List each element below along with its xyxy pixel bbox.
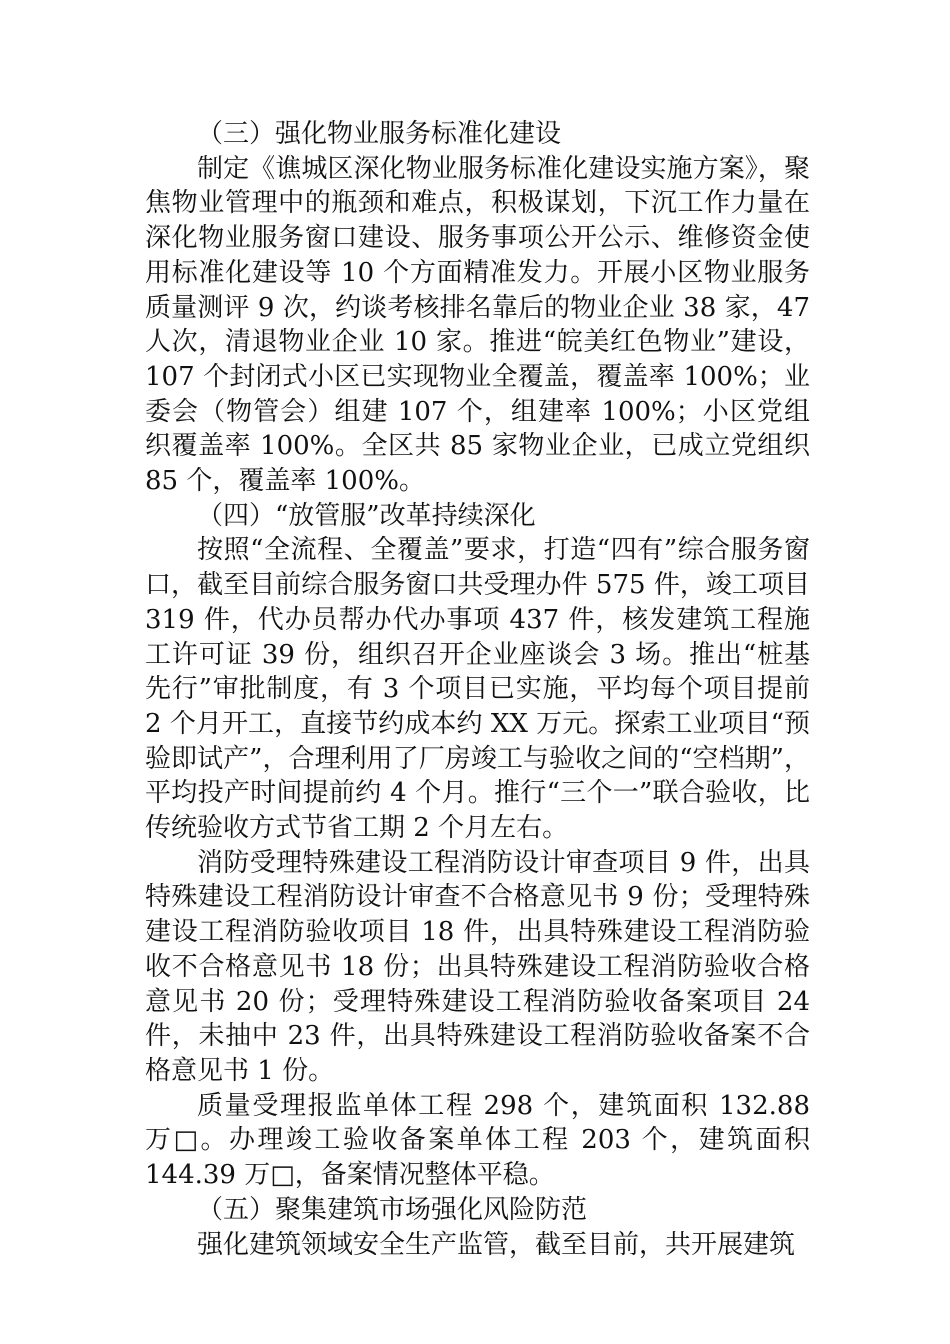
paragraph-service-reform: 按照“全流程、全覆盖”要求，打造“四有”综合服务窗口，截至目前综合服务窗口共受理办件 575 件，竣工项目 319 件，代办员帮办代办事项 437 件，核发建筑工程施工许可证 39 份，组织召开企业座谈会 3 场。推出“桩基先行”审批制度，有 3 个项目已实施，平均每个项目提前 2 个月开工，直接节约成本约 XX 万元。探索工业项目“预验即试产”，合理利用了厂房竣工与验收之间的“空档期”，平均投产时间提前约 4 个月。推行“三个一”联合验收，比传统验收方式节省工期 2 个月左右。: [145, 535, 810, 844]
paragraph-safety-supervision: 强化建筑领域安全生产监管，截至目前，共开展建筑: [197, 1229, 796, 1260]
section-heading-5: （五）聚集建筑市场强化风险防范: [197, 1194, 588, 1225]
paragraph-quality-supervision: 质量受理报监单体工程 298 个，建筑面积 132.88 万□。办理竣工验收备案单体工程 203 个，建筑面积 144.39 万□，备案情况整体平稳。: [145, 1090, 810, 1191]
paragraph-fire-protection: 消防受理特殊建设工程消防设计审查项目 9 件，出具特殊建设工程消防设计审查不合格意见书 9 份；受理特殊建设工程消防验收项目 18 件，出具特殊建设工程消防验收不合格意见书 18 份；出具特殊建设工程消防验收合格意见书 20 份；受理特殊建设工程消防验收备案项目 24 件，未抽中 23 件，出具特殊建设工程消防验收备案不合格意见书 1 份。: [145, 847, 810, 1086]
paragraph-property-standardization: 制定《谯城区深化物业服务标准化建设实施方案》，聚焦物业管理中的瓶颈和难点，积极谋划，下沉工作力量在深化物业服务窗口建设、服务事项公开公示、维修资金使用标准化建设等 10 个方面精准发力。开展小区物业服务质量测评 9 次，约谈考核排名靠后的物业企业 38 家，47 人次，清退物业企业 10 家。推进“皖美红色物业”建设，107 个封闭式小区已实现物业全覆盖，覆盖率 100%；业委会（物管会）组建 107 个，组建率 100%；小区党组织覆盖率 100%。全区共 85 家物业企业，已成立党组织 85 个，覆盖率 100%。: [145, 153, 810, 497]
section-heading-4: （四）“放管服”改革持续深化: [197, 500, 536, 531]
document-body: [145, 117, 810, 1262]
section-heading-3: （三）强化物业服务标准化建设: [197, 119, 562, 149]
